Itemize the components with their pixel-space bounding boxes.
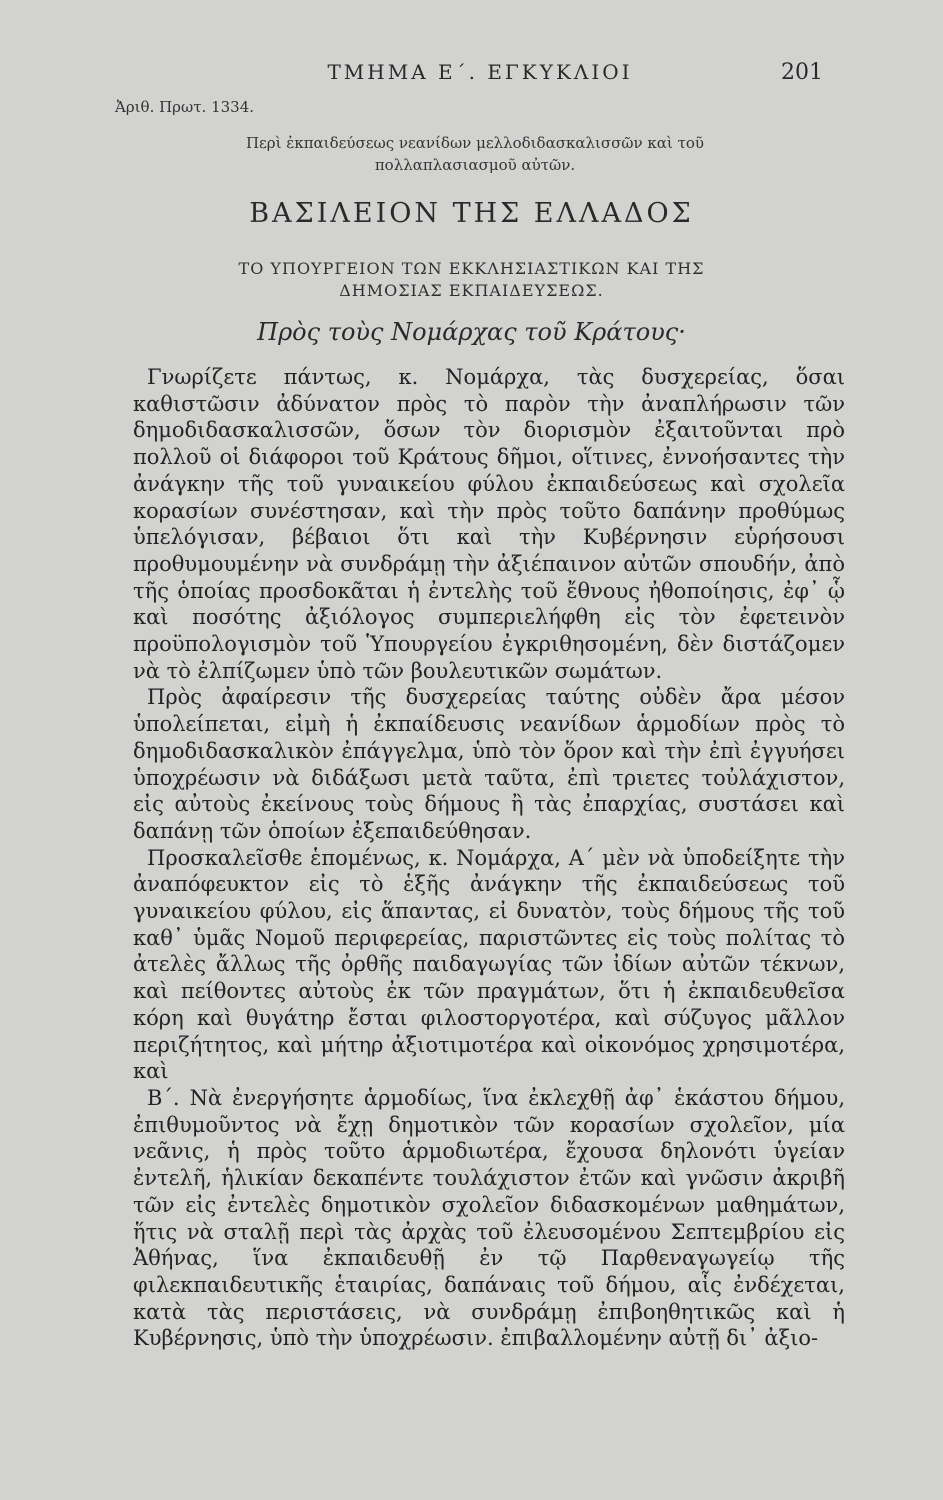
letter-body xyxy=(133,364,845,1352)
body-paragraph: Πρὸς ἀφαίρεσιν τῆς δυσχερείας ταύτης οὐδὲν ἄρα μέσον ὑπολείπεται, εἰμὴ ἡ ἐκπαίδευσις νεανίδων ἁρμοδίων πρὸς τὸ δημοδιδασκαλικὸν ἐπάγγελμα, ὑπὸ τὸν ὅρον καὶ τὴν ἐπὶ ἐγγυήσει ὑποχρέωσιν νὰ διδάξωσι μετὰ ταῦτα, ἐπὶ τριετες τοὐλάχιστον, εἰς αὐτοὺς ἐκείνους τοὺς δήμους ἢ τὰς ἐπαρχίας, συστάσει καὶ δαπάνῃ τῶν ὁποίων ἐξεπαιδεύθησαν. xyxy=(133,685,845,843)
ministry-line: ΤΟ ΥΠΟΥΡΓΕΙΟΝ ΤΩΝ ΕΚΚΛΗΣΙΑΣΤΙΚΩΝ ΚΑΙ ΤΗΣ xyxy=(238,259,705,278)
ministry-heading xyxy=(150,258,793,302)
body-paragraph: Β΄. Νὰ ἐνεργήσητε ἁρμοδίως, ἵνα ἐκλεχθῇ ἀφ᾽ ἑκάστου δήμου, ἐπιθυμοῦντος νὰ ἔχῃ δημοτικὸν τῶν κορασίων σχολεῖον, μία νεᾶνις, ἡ πρὸς τοῦτο ἁρμοδιωτέρα, ἔχουσα δηλονότι ὑγείαν ἐντελῆ, ἡλικίαν δεκαπέντε τουλάχιστον ἐτῶν καὶ γνῶσιν ἀκριβῆ τῶν εἰς ἐντελὲς δημοτικὸν σχολεῖον διδασκομένων μαθημάτων, ἥτις νὰ σταλῇ περὶ τὰς ἀρχὰς τοῦ ἐλευσομένου Σεπτεμβρίου εἰς Ἀθήνας, ἵνα ἐκπαιδευθῇ ἐν τῷ Παρθεναγωγείῳ τῆς φιλεκπαιδευτικῆς ἑταιρίας, δαπάναις τοῦ δήμου, αἷς ἐνδέχεται, κατὰ τὰς περιστάσεις, νὰ συνδράμῃ ἐπιβοηθητικῶς καὶ ἡ Κυβέρνησις, ὑπὸ τὴν ὑποχρέωσιν. ἐπιβαλλομένην αὐτῇ δι᾽ ἀξιο- xyxy=(133,1085,845,1351)
kingdom-heading: ΒΑΣΙΛΕΙΟΝ ΤΗΣ ΕΛΛΑΔΟΣ xyxy=(249,198,694,229)
protocol-number: Ἀριθ. Πρωτ. 1334. xyxy=(115,98,255,116)
addressee-line: Πρὸς τοὺς Νομάρχας τοῦ Κράτους· xyxy=(257,318,686,346)
body-paragraph: Γνωρίζετε πάντως, κ. Νομάρχα, τὰς δυσχερείας, ὅσαι καθιστῶσιν ἀδύνατον πρὸς τὸ παρὸν τὴν ἀναπλήρωσιν τῶν δημοδιδασκαλισσῶν, ὅσων τὸν διορισμὸν ἐξαιτοῦνται πρὸ πολλοῦ οἱ διάφοροι τοῦ Κράτους δῆμοι, οἵτινες, ἐννοήσαντες τὴν ἀνάγκην τῆς τοῦ γυναικείου φύλου ἐκπαιδεύσεως καὶ σχολεῖα κορασίων συνέστησαν, καὶ τὴν πρὸς τοῦτο δαπάνην προθύμως ὑπελόγισαν, βέβαιοι ὅτι καὶ τὴν Κυβέρνησιν εὑρήσουσι προθυμουμένην νὰ συνδράμῃ τὴν ἀξιέπαινον αὐτῶν σπουδήν, ἀπὸ τῆς ὁποίας προσδοκᾶται ἡ ἐντελὴς τοῦ ἔθνους ἠθοποίησις, ἐφ᾽ ᾧ καὶ ποσότης ἀξιόλογος συμπεριελήφθη εἰς τὸν ἐφετεινὸν προϋπολογισμὸν τοῦ Ὑπουργείου ἐγκριθησομένη, δὲν διστάζομεν νὰ τὸ ἐλπίζωμεν ὑπὸ τῶν βουλευτικῶν σωμάτων. xyxy=(133,365,845,683)
running-header-title: ΤΜΗΜΑ Ε΄. ΕΓΚΥΚΛΙΟΙ xyxy=(327,60,633,84)
page-number: 201 xyxy=(781,60,823,85)
subject-line: πολλαπλασιασμοῦ αὐτῶν. xyxy=(374,156,576,174)
circular-subject xyxy=(150,132,800,176)
subject-line: Περὶ ἐκπαιδεύσεως νεανίδων μελλοδιδασκαλισσῶν καὶ τοῦ xyxy=(245,134,705,152)
ministry-line: ΔΗΜΟΣΙΑΣ ΕΚΠΑΙΔΕΥΣΕΩΣ. xyxy=(339,281,604,300)
body-paragraph: Προσκαλεῖσθε ἑπομένως, κ. Νομάρχα, Α΄ μὲν νὰ ὑποδείξητε τὴν ἀναπόφευκτον εἰς τὸ ἑξῆς ἀνάγκην τῆς ἐκπαιδεύσεως τοῦ γυναικείου φύλου, εἰς ἅπαντας, εἰ δυνατὸν, τοὺς δήμους τῆς τοῦ καθ᾽ ὑμᾶς Νομοῦ περιφερείας, παριστῶντες εἰς τοὺς πολίτας τὸ ἀτελὲς ἄλλως τῆς ὀρθῆς παιδαγωγίας τῶν ἰδίων αὐτῶν τέκνων, καὶ πείθοντες αὐτοὺς ἐκ τῶν πραγμάτων, ὅτι ἡ ἐκπαιδευθεῖσα κόρη καὶ θυγάτηρ ἔσται φιλοστοργοτέρα, καὶ σύζυγος μᾶλλον περιζήτητος, καὶ μήτηρ ἀξιοτιμοτέρα καὶ οἰκονόμος χρησιμοτέρα, καὶ xyxy=(133,845,845,1084)
